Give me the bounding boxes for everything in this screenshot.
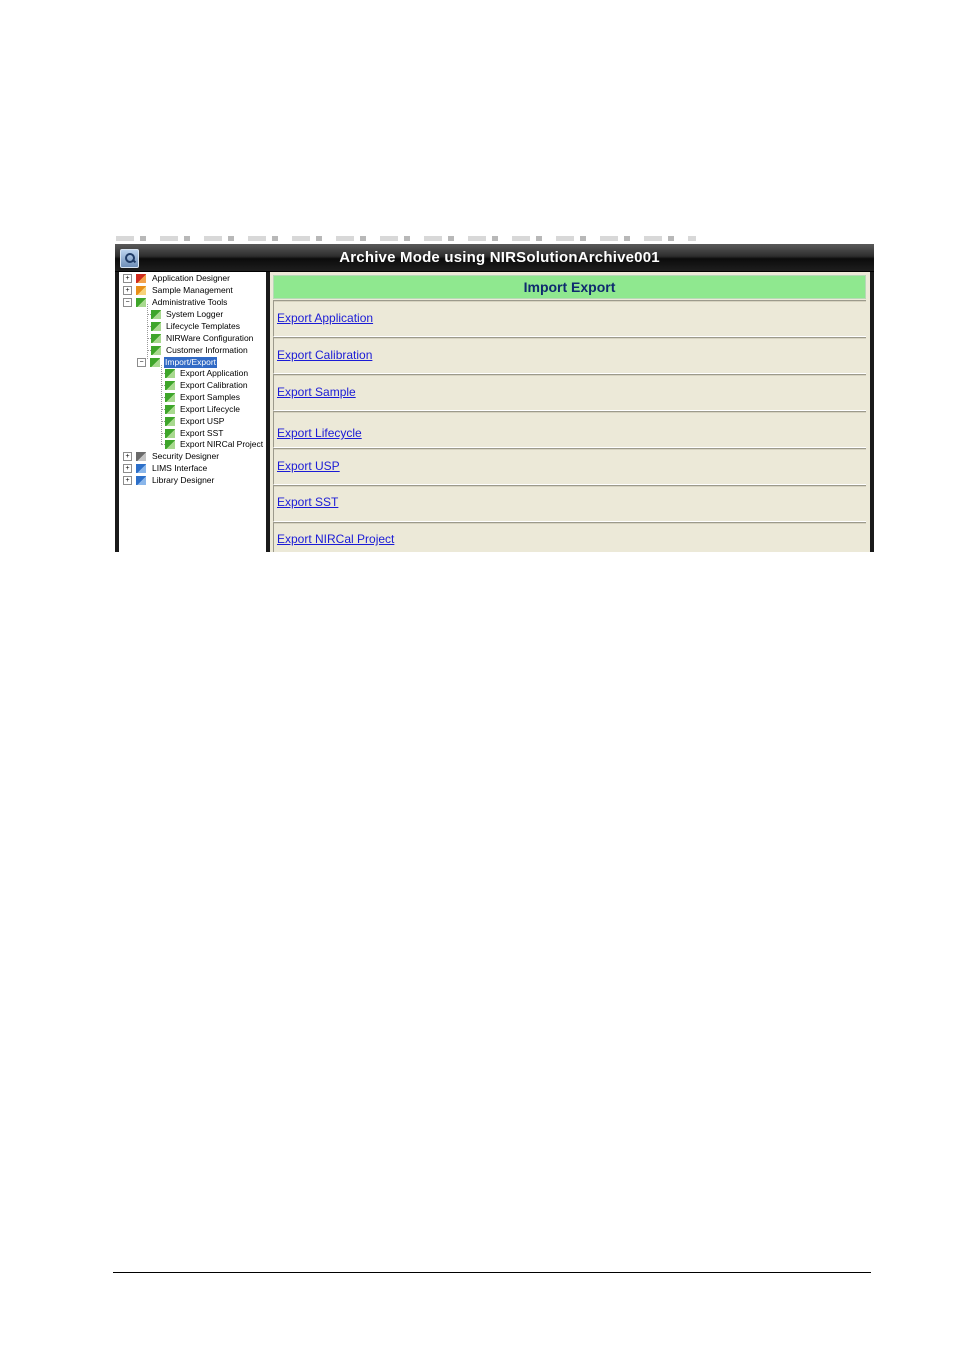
tree-item-label-selected: Import/Export [165, 357, 217, 367]
title-bar [115, 244, 874, 272]
tree-item-label: Export Samples [180, 392, 240, 402]
tree-item-label: Customer Information [166, 345, 248, 355]
link-row [273, 374, 866, 411]
green-puzzle-icon [165, 417, 175, 426]
link-row [273, 522, 866, 552]
cropped-toolbar-edge [116, 236, 696, 241]
window-title: Archive Mode using NIRSolutionArchive001 [339, 249, 660, 266]
tree-item-label: Lifecycle Templates [166, 321, 241, 331]
green-puzzle-icon [136, 298, 146, 307]
tree-item-label: Export NIRCal Project [180, 439, 264, 449]
link-row [273, 300, 866, 337]
tree-item-label: Export Calibration [180, 380, 248, 390]
tree-item-label: Application Designer [152, 273, 230, 283]
link-row [273, 485, 866, 522]
navigation-tree [119, 272, 266, 552]
tree-item-label: Library Designer [152, 475, 215, 485]
expand-plus-icon[interactable]: + [123, 274, 132, 283]
tree-item-label: LIMS Interface [152, 463, 208, 473]
export-nircal-project-link[interactable]: Export NIRCal Project [277, 532, 395, 546]
expand-plus-icon[interactable]: + [123, 286, 132, 295]
export-sst-link[interactable]: Export SST [277, 495, 339, 509]
green-puzzle-icon [165, 440, 175, 449]
expand-plus-icon[interactable]: + [123, 476, 132, 485]
tree-item-label: System Logger [166, 309, 224, 319]
tree-item-label: Export SST [180, 428, 224, 438]
blue-puzzle-icon [136, 476, 146, 485]
tree-item-label: Administrative Tools [152, 297, 228, 307]
orange-puzzle-icon [136, 286, 146, 295]
green-puzzle-icon [165, 369, 175, 378]
green-puzzle-icon [151, 310, 161, 319]
tree-item-label: NIRWare Configuration [166, 333, 254, 343]
tree-item-label: Export USP [180, 416, 225, 426]
link-row [273, 411, 866, 448]
panel-header: Import Export [273, 275, 866, 299]
green-puzzle-icon [151, 334, 161, 343]
tree-item-label: Export Application [180, 368, 249, 378]
export-application-link[interactable]: Export Application [277, 311, 374, 325]
export-lifecycle-link[interactable]: Export Lifecycle [277, 426, 362, 440]
link-row [273, 337, 866, 374]
blue-puzzle-icon [136, 464, 146, 473]
green-puzzle-icon [165, 393, 175, 402]
export-usp-link[interactable]: Export USP [277, 459, 340, 473]
export-calibration-link[interactable]: Export Calibration [277, 348, 373, 362]
green-puzzle-icon [150, 358, 160, 367]
green-puzzle-icon [165, 429, 175, 438]
export-sample-link[interactable]: Export Sample [277, 385, 356, 399]
expand-plus-icon[interactable]: + [123, 452, 132, 461]
footer-divider [113, 1272, 871, 1273]
import-export-panel [270, 272, 870, 552]
collapse-minus-icon[interactable]: − [137, 358, 146, 367]
green-puzzle-icon [151, 346, 161, 355]
green-puzzle-icon [165, 405, 175, 414]
gray-puzzle-icon [136, 452, 146, 461]
tree-item-label: Sample Management [152, 285, 233, 295]
green-puzzle-icon [165, 381, 175, 390]
expand-plus-icon[interactable]: + [123, 464, 132, 473]
green-puzzle-icon [151, 322, 161, 331]
link-row [273, 448, 866, 485]
collapse-minus-icon[interactable]: − [123, 298, 132, 307]
tree-item-label: Export Lifecycle [180, 404, 240, 414]
red-puzzle-icon [136, 274, 146, 283]
tree-item-label: Security Designer [152, 451, 220, 461]
app-window [115, 244, 874, 552]
